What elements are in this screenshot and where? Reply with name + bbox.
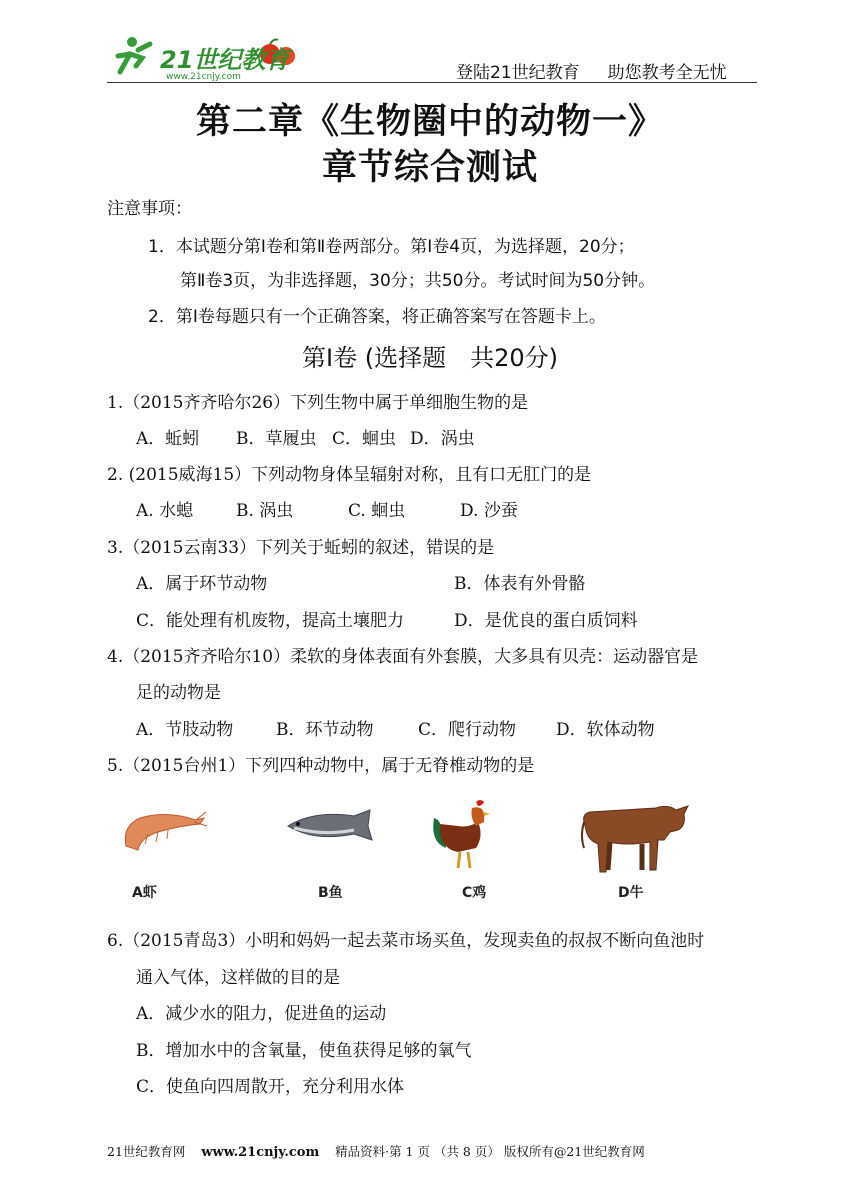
question-5-stem: 5.（2015台州1）下列四种动物中，属于无脊椎动物的是 — [107, 756, 535, 776]
footer-info: 精品资料·第 1 页 （共 8 页） 版权所有@21世纪教育网 — [335, 1144, 645, 1159]
q2-option-a: A. 水螅 — [136, 501, 194, 521]
question-4-options — [136, 715, 655, 740]
runner-icon — [118, 37, 150, 72]
q3-option-a: A．属于环节动物 — [136, 574, 268, 594]
question-1-stem: 1.（2015齐齐哈尔26）下列生物中属于单细胞生物的是 — [107, 393, 529, 413]
cow-icon — [580, 796, 694, 878]
q6-option-a: A．减少水的阻力，促进鱼的运动 — [136, 1004, 387, 1024]
q6-option-b: B．增加水中的含氧量，使鱼获得足够的氧气 — [136, 1041, 472, 1061]
page-subtitle: 章节综合测试 — [321, 148, 538, 188]
q3-option-d: D．是优良的蛋白质饲料 — [454, 611, 638, 631]
question-2-stem: 2. (2015威海15）下列动物身体呈辐射对称，且有口无肛门的是 — [107, 465, 592, 485]
footer-site: 21世纪教育网 — [107, 1144, 186, 1159]
question-3-stem: 3.（2015云南33）下列关于蚯蚓的叙述，错误的是 — [107, 538, 495, 558]
q6-option-c: C．使鱼向四周散开，充分利用水体 — [136, 1077, 405, 1097]
question-6-stem-cont: 通入气体，这样做的目的是 — [136, 968, 340, 988]
fish-icon — [284, 806, 384, 846]
notice-item-2: 2．第Ⅰ卷每题只有一个正确答案，将正确答案写在答题卡上。 — [148, 307, 606, 327]
q1-option-a: A．蚯蚓 — [136, 429, 200, 449]
section-title: 第Ⅰ卷 (选择题 共20分) — [302, 344, 558, 372]
question-6-stem: 6.（2015青岛3）小明和妈妈一起去菜市场买鱼，发现卖鱼的叔叔不断向鱼池时 — [107, 931, 705, 951]
q4-option-b: B．环节动物 — [276, 720, 374, 740]
q4-option-a: A．节肢动物 — [136, 720, 234, 740]
rooster-icon — [428, 798, 500, 872]
caption-b: B鱼 — [318, 885, 343, 901]
caption-c: C鸡 — [462, 885, 487, 901]
logo-url: www.21cnjy.com — [166, 72, 241, 82]
notice-label: 注意事项： — [107, 199, 192, 219]
caption-d: D牛 — [618, 885, 644, 901]
header-divider — [107, 82, 757, 83]
shrimp-image — [118, 806, 208, 858]
shrimp-icon — [118, 806, 208, 858]
q4-option-d: D．软体动物 — [556, 720, 655, 740]
notice-item-1: 1．本试题分第Ⅰ卷和第Ⅱ卷两部分。第Ⅰ卷4页，为选择题，20分； — [148, 237, 635, 257]
q2-option-b: B. 涡虫 — [236, 501, 294, 521]
question-1-options — [136, 424, 475, 449]
footer-url[interactable]: www.21cnjy.com — [201, 1145, 320, 1160]
logo-text: 21世纪教育 — [160, 46, 290, 74]
header-slogan — [456, 58, 727, 83]
q1-option-c: C．蛔虫 — [332, 429, 397, 449]
notice-item-1-cont: 第Ⅱ卷3页，为非选择题，30分；共50分。考试时间为50分钟。 — [180, 271, 656, 291]
q4-option-c: C．爬行动物 — [418, 720, 517, 740]
slogan-left: 登陆21世纪教育 — [456, 63, 580, 83]
question-4-stem: 4.（2015齐齐哈尔10）柔软的身体表面有外套膜，大多具有贝壳：运动器官是 — [107, 647, 699, 667]
caption-a: A虾 — [132, 885, 157, 901]
rooster-image — [428, 798, 500, 872]
q1-option-b: B．草履虫 — [236, 429, 317, 449]
page-footer — [107, 1142, 645, 1160]
slogan-right: 助您教考全无忧 — [607, 63, 727, 83]
page-title: 第二章《生物圈中的动物一》 — [195, 102, 664, 142]
cow-image — [580, 796, 694, 878]
q1-option-d: D．涡虫 — [410, 429, 475, 449]
q2-option-c: C. 蛔虫 — [348, 501, 406, 521]
fish-image — [284, 806, 384, 846]
question-4-stem-cont: 足的动物是 — [136, 683, 221, 703]
q2-option-d: D. 沙蚕 — [460, 501, 518, 521]
question-2-options — [136, 496, 518, 521]
q3-option-b: B．体表有外骨骼 — [454, 574, 586, 594]
site-logo — [110, 32, 310, 82]
q3-option-c: C．能处理有机废物，提高土壤肥力 — [136, 611, 405, 631]
